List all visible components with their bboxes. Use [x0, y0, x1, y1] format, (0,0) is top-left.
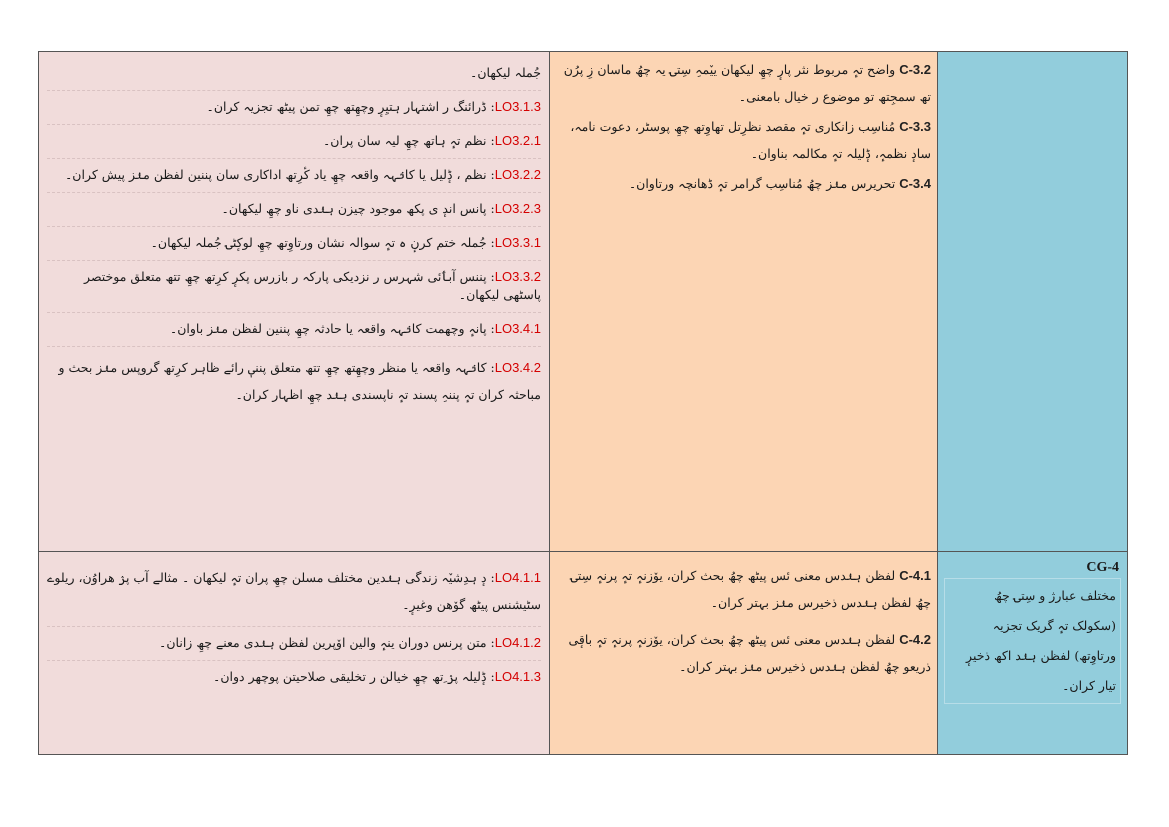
outcome-text: : نظم تہٕ ہاتھ چھِ لیہ سان پران۔: [322, 133, 495, 148]
outcome-code: LO4.1.1: [494, 570, 541, 585]
outcome-text: : پانہٕ وچھمت کانٛہہ واقعہ یا حادثہ چھِ پننین لفظن منٛز باوان۔: [169, 321, 495, 336]
outcome-code: LO4.1.3: [494, 669, 541, 684]
outcome-code: LO3.2.1: [494, 133, 541, 148]
learning-outcome: [47, 313, 541, 347]
learning-outcome: [47, 627, 541, 661]
outcome-text: : نظم ، ڈٕلیل یا کانٛہہ واقعہ چھِ یاد کٔرِتھ اداکاری سان پننین لفظن منٛز پیش کران۔: [64, 167, 495, 182]
learning-outcome: [47, 125, 541, 159]
competencies-cell: [550, 52, 938, 551]
outcome-text: : جُملہ ختم کرنٕ ہ تہٕ سوالہ نشان ورتاوِتھ چھِ لوکٕٹۍ جُملہ لیکھان۔: [150, 235, 495, 250]
competency: [556, 170, 931, 197]
curricular-goal-code: [944, 56, 1121, 60]
outcome-code: LO3.3.2: [494, 269, 541, 284]
competency: [556, 562, 931, 616]
outcome-text: جُملہ لیکھان۔: [470, 65, 541, 80]
competency: [556, 113, 931, 167]
outcome-text: : ڈرائنگ ر اشتہار ہتیِرٕ وچھِتھ چھِ تمن پیٹھ تجزیہ کران۔: [206, 99, 495, 114]
outcome-code: LO3.1.3: [494, 99, 541, 114]
learning-outcome: [47, 661, 541, 694]
outcome-text: : کانٛہہ واقعہ یا منظر وچھِتھ چھِ تتھ متعلق پننیٖ رائے ظاہر کرِتھ گروپس منٛز بحث و مباحثہ کران تہٕ پننہِ پسند تہٕ ناپسندی ہنٛد چھِ اظہار کران۔: [58, 360, 541, 402]
learning-outcome: [47, 261, 541, 313]
curricular-goal-text: مختلف عبارژ و سِتۍ چھُ (سکولک تہٕ گریک تجزیہ ورتاوِتھ) لفظن ہنٛد اکھ ذخیرٕ تیار کران۔: [944, 578, 1121, 704]
curricular-goal-code: CG-4: [1086, 560, 1119, 575]
outcome-code: LO3.2.2: [494, 167, 541, 182]
outcome-text: : متن پرنس دوران ینہٕ والین اوٚپرین لفظن ہنٛدی معنے چھِ زانان۔: [159, 635, 495, 650]
outcome-code: LO3.4.2: [494, 360, 541, 375]
competency-text: مُناسِب زانکاری تہٕ مقصد نظرِتل تھاوِتھ چھِ پوسٹر، دعوت نامہ، سادٕ نظمہٕ، ڈٕلیلہ تہٕ مکالمہ بناوان۔: [570, 119, 931, 161]
learning-outcome: [47, 347, 541, 416]
competency-text: لفظن ہنٛدس معنی ئس پیٹھ چھُ بحث کران، یوٚزنہٕ پرنہٕ تہٕ باقٕی ذریعو چھُ لفظن ہنٛدس ذخیرس منٛز بہتر کران۔: [568, 632, 931, 674]
curricular-goal-cell: [938, 552, 1127, 754]
competency: [556, 56, 931, 110]
outcome-code: LO3.4.1: [494, 321, 541, 336]
outcome-text: : پننس آبٲئی شہرس ر نزدیکی پارکہ ر بازرس پکرٕ کرِتھ چھِ تتھ متعلق موختصر پاسٹھی لیکھان۔: [84, 269, 541, 302]
learning-outcomes-cell: [39, 552, 550, 754]
learning-outcome: [47, 56, 541, 91]
curricular-goal-cell: [938, 52, 1127, 551]
competencies-cell: [550, 552, 938, 754]
outcome-text: : ڈٕلیلہ پرٛ ِتھ چھِ خیالن ر تخلیقی صلاحیتن پوچھر دوان۔: [213, 669, 495, 684]
table-row: [39, 52, 1127, 552]
outcome-code: LO4.1.2: [494, 635, 541, 650]
outcome-text: : پانس اندٕ ی پکھ موجود چیزن ہنٛدی ناو چھِ لیکھان۔: [221, 201, 495, 216]
learning-outcomes-cell: [39, 52, 550, 551]
competency-text: لفظن ہنٛدس معنی ئس پیٹھ چھُ بحث کران، یوٚزنہٕ تہٕ پرنہٕ سِتۍ چھُ لفظن ہنٛدس ذخیرس منٛز بہتر کران۔: [570, 568, 931, 610]
table-row: [39, 552, 1127, 754]
outcome-code: LO3.2.3: [494, 201, 541, 216]
competency-code: C-4.1: [899, 568, 931, 583]
competency: [556, 626, 931, 680]
competency-text: واضح تہٕ مربوط نثر پارٕ چھِ لیکھان ییٚمہِ سِتۍ یہ چھُ ماسان زِ پرُن تھ سمجِتھ تو موضوع ر خیال بامعنی۔: [563, 62, 931, 104]
learning-outcome: [47, 227, 541, 261]
competency-code: C-3.2: [899, 62, 931, 77]
learning-outcome: [47, 193, 541, 227]
outcome-text: : دٕ ہدِشیٚہ زندگی ہنٛدین مختلف مسلن چھِ پران تہٕ لیکھان ۔ مثالے آب پرٛ ھراوُن، ریلوے سٹیشنس پیٹھ گوٚھن وغیرٕ۔: [47, 570, 541, 612]
outcome-code: LO3.3.1: [494, 235, 541, 250]
competency-code: C-3.4: [899, 176, 931, 191]
competency-code: C-4.2: [899, 632, 931, 647]
competency-code: C-3.3: [899, 119, 931, 134]
learning-outcome: [47, 159, 541, 193]
curriculum-table: [38, 51, 1128, 755]
competency-text: تحریرس منٛز چھُ مُناسِب گرامر تہٕ ڈھانچہ ورتاوان۔: [628, 176, 896, 191]
learning-outcome: [47, 556, 541, 627]
learning-outcome: [47, 91, 541, 125]
